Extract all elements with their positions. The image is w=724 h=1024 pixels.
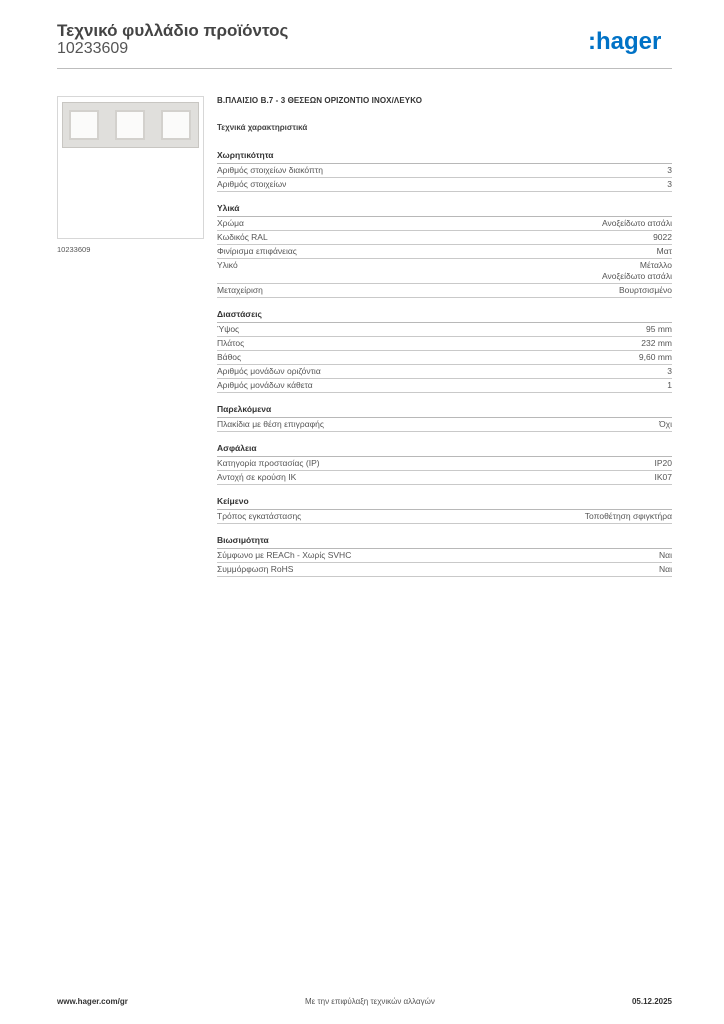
section-heading: Βιωσιμότητα [217, 533, 672, 549]
image-caption: 10233609 [57, 245, 91, 254]
section-heading: Κείμενο [217, 494, 672, 510]
spec-value [619, 285, 672, 296]
frame-cell [69, 110, 99, 140]
spec-value-line: Όχι [659, 419, 672, 429]
header-divider [57, 68, 672, 69]
spec-panel [217, 93, 672, 577]
spec-section [217, 307, 672, 393]
spec-value [602, 260, 672, 282]
spec-label: Σύμφωνο με REACh - Χωρίς SVHC [217, 550, 352, 560]
spec-value-line: Τοποθέτηση σφιγκτήρα [584, 511, 672, 521]
spec-section [217, 148, 672, 192]
spec-section [217, 494, 672, 524]
spec-label: Πλάτος [217, 338, 245, 348]
spec-value-line: 95 mm [646, 324, 672, 334]
spec-value [657, 246, 672, 257]
hager-logo-text: :hager [588, 28, 662, 55]
spec-value-line: Βουρτσισμένο [618, 285, 672, 295]
footer-notice: Με την επιφύλαξη τεχνικών αλλαγών [305, 997, 435, 1006]
spec-value-line: Ματ [656, 246, 672, 256]
section-heading: Διαστάσεις [217, 307, 672, 323]
spec-label: Ύψος [217, 324, 240, 334]
spec-row [217, 549, 672, 563]
frame-cell [161, 110, 191, 140]
spec-value [659, 564, 672, 575]
spec-row [217, 379, 672, 393]
spec-value [655, 458, 673, 469]
spec-value-line: IP20 [654, 458, 672, 468]
spec-label: Φινίρισμα επιφάνειας [217, 246, 297, 256]
spec-value-line: 232 mm [641, 338, 672, 348]
spec-label: Αντοχή σε κρούση IK [217, 472, 297, 482]
spec-row [217, 164, 672, 178]
product-name: Β.ΠΛΑΙΣΙΟ B.7 - 3 ΘΕΣΕΩΝ ΟΡΙΖΟΝΤΙΟ ΙΝΟΧ/ΛΕΥΚΟ [217, 96, 423, 105]
spec-row [217, 284, 672, 298]
spec-value [639, 352, 672, 363]
spec-row [217, 231, 672, 245]
spec-value [646, 324, 672, 335]
spec-sections [217, 148, 672, 577]
spec-row [217, 323, 672, 337]
frame-cell [115, 110, 145, 140]
spec-value-line: 9022 [653, 232, 672, 242]
spec-value-line: 3 [667, 165, 672, 175]
section-heading: Παρελκόμενα [217, 402, 672, 418]
spec-label: Μεταχείριση [217, 285, 263, 295]
spec-value-line: IK07 [654, 472, 672, 482]
spec-value [655, 472, 673, 483]
spec-row [217, 178, 672, 192]
spec-value-line: Μέταλλο [639, 260, 672, 270]
spec-value-line: 1 [667, 380, 672, 390]
frame-3-gang-image [62, 102, 199, 148]
spec-row [217, 418, 672, 432]
spec-value-line: Ανοξείδωτο ατσάλι [601, 271, 672, 281]
footer-website[interactable]: www.hager.com/gr [57, 997, 128, 1006]
product-image [57, 96, 204, 239]
spec-value [667, 179, 672, 190]
document-title: Τεχνικό φυλλάδιο προϊόντος [57, 21, 289, 40]
spec-value-line: Ανοξείδωτο ατσάλι [601, 218, 672, 228]
spec-row [217, 510, 672, 524]
spec-value [659, 419, 672, 430]
spec-label: Υλικό [217, 260, 238, 270]
spec-label: Αριθμός μονάδων κάθετα [217, 380, 313, 390]
spec-value [602, 218, 672, 229]
spec-row [217, 563, 672, 577]
spec-section [217, 402, 672, 432]
spec-value-line: Ναι [659, 550, 672, 560]
spec-label: Πλακίδια με θέση επιγραφής [217, 419, 324, 429]
spec-label: Αριθμός στοιχείων διακόπτη [217, 165, 323, 175]
spec-label: Χρώμα [217, 218, 244, 228]
spec-section [217, 533, 672, 577]
spec-value-line: 3 [667, 366, 672, 376]
spec-label: Τρόπος εγκατάστασης [217, 511, 302, 521]
spec-value-line: 9,60 mm [638, 352, 672, 362]
spec-row [217, 259, 672, 284]
spec-value-line: Ναι [659, 564, 672, 574]
section-heading: Ασφάλεια [217, 441, 672, 457]
tech-heading: Τεχνικά χαρακτηριστικά [217, 123, 308, 132]
spec-section [217, 201, 672, 298]
spec-value-line: 3 [667, 179, 672, 189]
footer-date: 05.12.2025 [631, 997, 672, 1006]
section-heading: Χωρητικότητα [217, 148, 672, 164]
spec-row [217, 365, 672, 379]
spec-row [217, 457, 672, 471]
spec-value [667, 380, 672, 391]
spec-value [667, 165, 672, 176]
spec-value [659, 550, 672, 561]
spec-row [217, 245, 672, 259]
spec-label: Κατηγορία προστασίας (IP) [217, 458, 320, 468]
hager-logo[interactable] [588, 27, 672, 57]
spec-row [217, 351, 672, 365]
spec-row [217, 471, 672, 485]
spec-section [217, 441, 672, 485]
spec-label: Αριθμός στοιχείων [217, 179, 287, 189]
spec-row [217, 217, 672, 231]
spec-value [585, 511, 672, 522]
section-heading: Υλικά [217, 201, 672, 217]
spec-row [217, 337, 672, 351]
hager-logo-icon [588, 27, 672, 57]
spec-value [667, 366, 672, 377]
spec-label: Βάθος [217, 352, 242, 362]
spec-label: Συμμόρφωση RoHS [217, 564, 294, 574]
spec-value [641, 338, 672, 349]
spec-label: Κωδικός RAL [217, 232, 268, 242]
product-id: 10233609 [57, 40, 129, 57]
spec-label: Αριθμός μονάδων οριζόντια [217, 366, 321, 376]
spec-value [653, 232, 672, 243]
